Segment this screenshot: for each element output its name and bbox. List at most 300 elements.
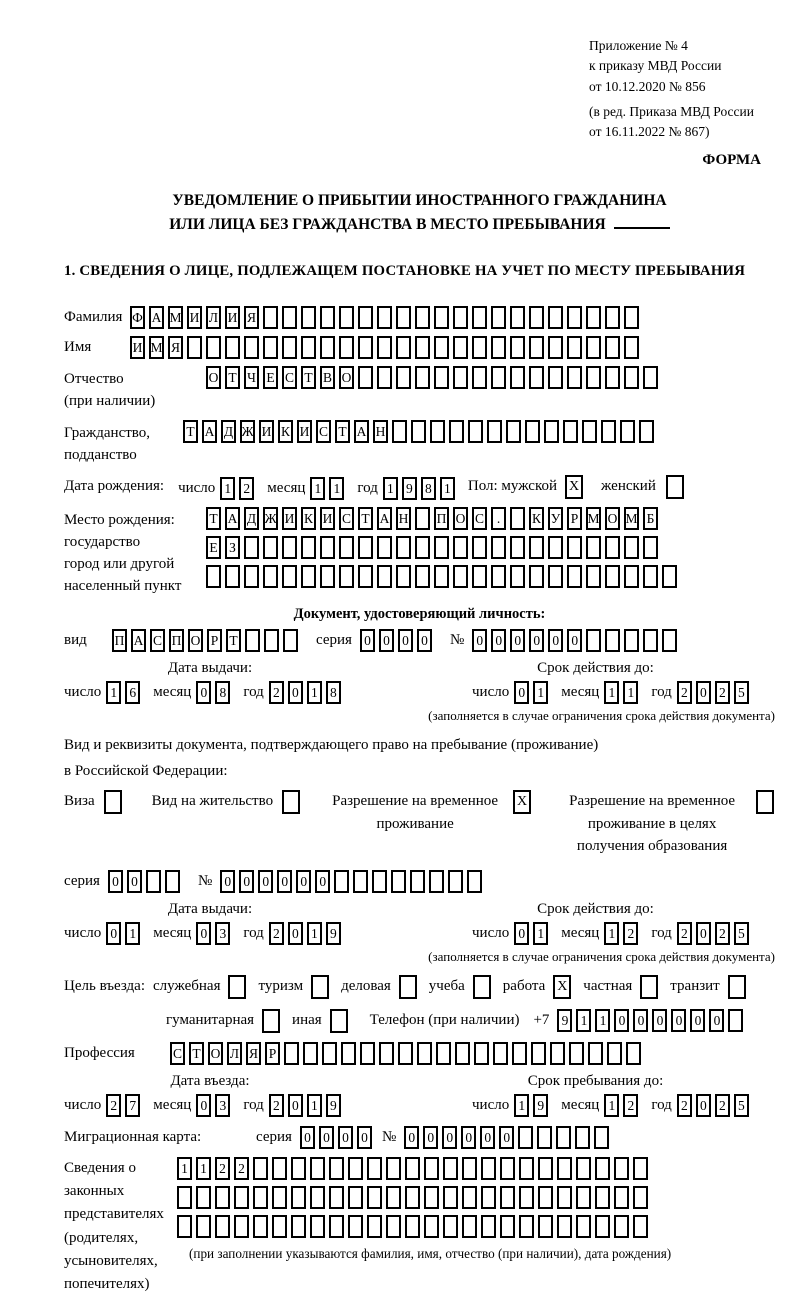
char-cell[interactable]: 0 [277,870,292,893]
char-cell[interactable] [605,565,620,588]
char-cell[interactable]: Т [206,507,221,530]
char-cell[interactable] [633,1215,648,1238]
char-cell[interactable]: 2 [623,922,638,945]
char-cell[interactable] [234,1186,249,1209]
char-cell[interactable] [348,1186,363,1209]
char-cell[interactable] [165,870,180,893]
char-cell[interactable]: 0 [357,1126,372,1149]
char-cell[interactable]: 0 [288,1094,303,1117]
char-cell[interactable] [367,1157,382,1180]
char-cell[interactable] [282,565,297,588]
char-cell[interactable] [614,1186,629,1209]
char-cell[interactable] [301,565,316,588]
char-cell[interactable]: 2 [239,477,254,500]
char-cell[interactable]: 2 [677,922,692,945]
char-cell[interactable]: 1 [220,477,235,500]
char-cell[interactable]: 1 [440,477,455,500]
char-cell[interactable] [548,565,563,588]
purpose-study-checkbox[interactable] [473,975,491,999]
char-cell[interactable] [396,565,411,588]
char-cell[interactable] [474,1042,489,1065]
char-cell[interactable]: 0 [300,1126,315,1149]
char-cell[interactable] [282,306,297,329]
char-cell[interactable] [379,1042,394,1065]
char-cell[interactable]: 0 [196,681,211,704]
char-cell[interactable] [586,336,601,359]
char-cell[interactable]: Я [246,1042,261,1065]
char-cell[interactable] [415,536,430,559]
char-cell[interactable]: Р [567,507,582,530]
char-cell[interactable]: С [339,507,354,530]
char-cell[interactable] [206,336,221,359]
char-cell[interactable] [263,536,278,559]
char-cell[interactable] [575,1126,590,1149]
char-cell[interactable] [436,1042,451,1065]
char-cell[interactable] [424,1215,439,1238]
char-cell[interactable] [472,536,487,559]
char-cell[interactable] [537,1126,552,1149]
char-cell[interactable]: 2 [715,1094,730,1117]
char-cell[interactable] [550,1042,565,1065]
char-cell[interactable]: 0 [220,870,235,893]
char-cell[interactable] [472,336,487,359]
char-cell[interactable] [567,336,582,359]
char-cell[interactable] [512,1042,527,1065]
char-cell[interactable] [291,1186,306,1209]
char-cell[interactable]: А [131,629,146,652]
char-cell[interactable] [358,565,373,588]
char-cell[interactable]: . [491,507,506,530]
char-cell[interactable] [263,306,278,329]
char-cell[interactable] [569,1042,584,1065]
char-cell[interactable]: 0 [239,870,254,893]
char-cell[interactable] [253,1157,268,1180]
char-cell[interactable] [557,1186,572,1209]
char-cell[interactable]: 1 [307,681,322,704]
purpose-humanitarian-checkbox[interactable] [262,1009,280,1033]
char-cell[interactable]: 0 [417,629,432,652]
char-cell[interactable] [415,306,430,329]
char-cell[interactable] [601,420,616,443]
char-cell[interactable] [620,420,635,443]
char-cell[interactable]: 0 [315,870,330,893]
char-cell[interactable]: И [282,507,297,530]
char-cell[interactable]: П [112,629,127,652]
char-cell[interactable] [491,536,506,559]
char-cell[interactable]: Т [335,420,350,443]
char-cell[interactable] [605,366,620,389]
char-cell[interactable]: И [259,420,274,443]
char-cell[interactable] [391,870,406,893]
char-cell[interactable]: 0 [696,922,711,945]
char-cell[interactable] [244,536,259,559]
purpose-private-checkbox[interactable] [640,975,658,999]
char-cell[interactable] [405,1215,420,1238]
char-cell[interactable] [594,1126,609,1149]
char-cell[interactable] [329,1215,344,1238]
char-cell[interactable] [410,870,425,893]
char-cell[interactable]: 0 [296,870,311,893]
char-cell[interactable] [605,629,620,652]
char-cell[interactable]: 9 [402,477,417,500]
char-cell[interactable] [548,306,563,329]
char-cell[interactable] [529,366,544,389]
char-cell[interactable] [462,1215,477,1238]
char-cell[interactable] [491,306,506,329]
char-cell[interactable] [386,1157,401,1180]
char-cell[interactable] [607,1042,622,1065]
char-cell[interactable]: 9 [533,1094,548,1117]
char-cell[interactable] [449,420,464,443]
char-cell[interactable] [633,1186,648,1209]
char-cell[interactable]: 2 [269,1094,284,1117]
char-cell[interactable] [506,420,521,443]
char-cell[interactable] [358,536,373,559]
char-cell[interactable]: А [377,507,392,530]
char-cell[interactable]: 1 [196,1157,211,1180]
char-cell[interactable] [358,366,373,389]
char-cell[interactable] [353,870,368,893]
char-cell[interactable] [417,1042,432,1065]
char-cell[interactable]: С [170,1042,185,1065]
char-cell[interactable] [272,1157,287,1180]
char-cell[interactable]: 1 [125,922,140,945]
char-cell[interactable]: Ф [130,306,145,329]
char-cell[interactable] [633,1157,648,1180]
char-cell[interactable] [372,870,387,893]
char-cell[interactable]: 0 [288,681,303,704]
char-cell[interactable]: 1 [307,1094,322,1117]
char-cell[interactable]: 7 [125,1094,140,1117]
char-cell[interactable] [272,1186,287,1209]
char-cell[interactable]: 1 [623,681,638,704]
char-cell[interactable] [518,1126,533,1149]
char-cell[interactable] [329,1186,344,1209]
char-cell[interactable] [519,1157,534,1180]
char-cell[interactable] [339,565,354,588]
char-cell[interactable] [643,629,658,652]
char-cell[interactable] [386,1186,401,1209]
char-cell[interactable] [244,565,259,588]
char-cell[interactable]: 1 [329,477,344,500]
char-cell[interactable] [614,1215,629,1238]
char-cell[interactable]: С [282,366,297,389]
char-cell[interactable]: Н [373,420,388,443]
char-cell[interactable] [434,536,449,559]
char-cell[interactable]: 2 [715,681,730,704]
char-cell[interactable]: 1 [383,477,398,500]
char-cell[interactable] [538,1215,553,1238]
char-cell[interactable]: О [206,366,221,389]
char-cell[interactable]: 0 [442,1126,457,1149]
char-cell[interactable]: Ж [240,420,255,443]
char-cell[interactable] [392,420,407,443]
char-cell[interactable] [196,1186,211,1209]
char-cell[interactable] [567,366,582,389]
char-cell[interactable] [322,1042,337,1065]
char-cell[interactable]: 0 [404,1126,419,1149]
char-cell[interactable]: 0 [338,1126,353,1149]
char-cell[interactable]: М [168,306,183,329]
char-cell[interactable]: 0 [709,1009,724,1032]
visa-checkbox[interactable] [104,790,122,814]
char-cell[interactable] [624,565,639,588]
char-cell[interactable] [196,1215,211,1238]
char-cell[interactable]: 1 [514,1094,529,1117]
char-cell[interactable] [624,366,639,389]
purpose-other-checkbox[interactable] [330,1009,348,1033]
char-cell[interactable]: 1 [106,681,121,704]
char-cell[interactable] [396,336,411,359]
char-cell[interactable]: Ч [244,366,259,389]
char-cell[interactable] [586,565,601,588]
char-cell[interactable] [206,565,221,588]
char-cell[interactable] [443,1215,458,1238]
char-cell[interactable] [367,1186,382,1209]
char-cell[interactable]: 0 [319,1126,334,1149]
char-cell[interactable] [567,565,582,588]
char-cell[interactable]: 0 [499,1126,514,1149]
char-cell[interactable]: 1 [604,1094,619,1117]
char-cell[interactable] [348,1157,363,1180]
char-cell[interactable]: П [434,507,449,530]
char-cell[interactable] [272,1215,287,1238]
char-cell[interactable] [225,336,240,359]
char-cell[interactable]: О [453,507,468,530]
char-cell[interactable]: 0 [514,681,529,704]
char-cell[interactable]: Т [225,366,240,389]
char-cell[interactable]: И [187,306,202,329]
char-cell[interactable] [320,336,335,359]
char-cell[interactable]: 0 [196,922,211,945]
char-cell[interactable]: О [605,507,620,530]
char-cell[interactable] [529,536,544,559]
char-cell[interactable] [548,536,563,559]
char-cell[interactable] [605,306,620,329]
char-cell[interactable] [377,336,392,359]
char-cell[interactable] [429,870,444,893]
char-cell[interactable] [448,870,463,893]
char-cell[interactable] [434,366,449,389]
char-cell[interactable] [605,336,620,359]
char-cell[interactable]: 1 [177,1157,192,1180]
char-cell[interactable]: 2 [106,1094,121,1117]
char-cell[interactable] [624,536,639,559]
char-cell[interactable] [284,1042,299,1065]
residence-checkbox[interactable] [282,790,300,814]
char-cell[interactable]: 1 [604,922,619,945]
char-cell[interactable] [662,565,677,588]
char-cell[interactable]: 0 [472,629,487,652]
char-cell[interactable]: 2 [677,1094,692,1117]
char-cell[interactable]: И [320,507,335,530]
char-cell[interactable]: Р [207,629,222,652]
char-cell[interactable] [576,1215,591,1238]
char-cell[interactable] [639,420,654,443]
char-cell[interactable]: А [354,420,369,443]
char-cell[interactable]: 5 [734,922,749,945]
char-cell[interactable] [481,1157,496,1180]
char-cell[interactable]: С [150,629,165,652]
char-cell[interactable] [177,1186,192,1209]
char-cell[interactable] [301,306,316,329]
char-cell[interactable] [339,536,354,559]
char-cell[interactable] [491,336,506,359]
char-cell[interactable] [263,565,278,588]
char-cell[interactable] [320,306,335,329]
char-cell[interactable] [310,1157,325,1180]
char-cell[interactable] [595,1215,610,1238]
char-cell[interactable] [510,507,525,530]
char-cell[interactable] [544,420,559,443]
char-cell[interactable] [245,629,260,652]
char-cell[interactable]: 1 [604,681,619,704]
char-cell[interactable] [453,306,468,329]
char-cell[interactable] [576,1157,591,1180]
char-cell[interactable] [643,366,658,389]
char-cell[interactable]: 0 [108,870,123,893]
char-cell[interactable] [462,1186,477,1209]
char-cell[interactable]: Е [263,366,278,389]
char-cell[interactable] [244,336,259,359]
char-cell[interactable]: 0 [480,1126,495,1149]
char-cell[interactable] [234,1215,249,1238]
sex-male-checkbox[interactable]: X [565,475,583,499]
char-cell[interactable] [481,1186,496,1209]
char-cell[interactable] [548,366,563,389]
char-cell[interactable] [519,1186,534,1209]
char-cell[interactable] [624,629,639,652]
char-cell[interactable]: Е [206,536,221,559]
char-cell[interactable] [510,306,525,329]
char-cell[interactable]: З [225,536,240,559]
purpose-tourism-checkbox[interactable] [311,975,329,999]
char-cell[interactable]: Д [221,420,236,443]
char-cell[interactable] [453,565,468,588]
char-cell[interactable] [455,1042,470,1065]
char-cell[interactable] [424,1186,439,1209]
char-cell[interactable]: 0 [379,629,394,652]
char-cell[interactable] [283,629,298,652]
char-cell[interactable] [643,536,658,559]
char-cell[interactable]: К [529,507,544,530]
char-cell[interactable] [462,1157,477,1180]
char-cell[interactable] [472,306,487,329]
char-cell[interactable] [253,1215,268,1238]
char-cell[interactable] [377,565,392,588]
char-cell[interactable] [662,629,677,652]
char-cell[interactable]: 1 [533,922,548,945]
char-cell[interactable] [595,1157,610,1180]
char-cell[interactable]: Т [226,629,241,652]
char-cell[interactable]: 1 [307,922,322,945]
char-cell[interactable] [146,870,161,893]
char-cell[interactable]: 0 [671,1009,686,1032]
char-cell[interactable]: Я [244,306,259,329]
char-cell[interactable] [301,336,316,359]
char-cell[interactable] [415,366,430,389]
char-cell[interactable]: М [149,336,164,359]
char-cell[interactable] [586,306,601,329]
char-cell[interactable]: Т [301,366,316,389]
char-cell[interactable] [341,1042,356,1065]
char-cell[interactable]: И [225,306,240,329]
char-cell[interactable]: 0 [196,1094,211,1117]
char-cell[interactable]: 0 [633,1009,648,1032]
char-cell[interactable] [396,306,411,329]
char-cell[interactable]: 3 [215,922,230,945]
char-cell[interactable] [264,629,279,652]
char-cell[interactable] [396,536,411,559]
char-cell[interactable]: М [624,507,639,530]
char-cell[interactable] [358,336,373,359]
purpose-business-checkbox[interactable] [399,975,417,999]
char-cell[interactable] [595,1186,610,1209]
char-cell[interactable] [626,1042,641,1065]
char-cell[interactable]: 0 [288,922,303,945]
char-cell[interactable]: 0 [690,1009,705,1032]
char-cell[interactable]: 0 [652,1009,667,1032]
char-cell[interactable] [443,1157,458,1180]
char-cell[interactable]: К [301,507,316,530]
char-cell[interactable] [531,1042,546,1065]
char-cell[interactable] [263,336,278,359]
char-cell[interactable] [405,1186,420,1209]
char-cell[interactable]: С [472,507,487,530]
char-cell[interactable] [538,1157,553,1180]
char-cell[interactable] [360,1042,375,1065]
char-cell[interactable] [529,565,544,588]
char-cell[interactable]: У [548,507,563,530]
char-cell[interactable]: 0 [258,870,273,893]
char-cell[interactable] [177,1215,192,1238]
char-cell[interactable]: О [339,366,354,389]
char-cell[interactable]: Б [643,507,658,530]
char-cell[interactable]: 2 [234,1157,249,1180]
char-cell[interactable] [529,306,544,329]
char-cell[interactable] [367,1215,382,1238]
char-cell[interactable] [405,1157,420,1180]
char-cell[interactable] [430,420,445,443]
char-cell[interactable] [557,1215,572,1238]
char-cell[interactable]: 0 [491,629,506,652]
char-cell[interactable] [187,336,202,359]
char-cell[interactable]: 0 [398,629,413,652]
char-cell[interactable] [377,306,392,329]
char-cell[interactable]: 8 [326,681,341,704]
temp-permit-checkbox[interactable]: X [513,790,531,814]
sex-female-checkbox[interactable] [666,475,684,499]
char-cell[interactable] [348,1215,363,1238]
char-cell[interactable]: 2 [715,922,730,945]
char-cell[interactable] [510,336,525,359]
char-cell[interactable] [510,366,525,389]
char-cell[interactable] [434,306,449,329]
char-cell[interactable] [453,536,468,559]
char-cell[interactable] [624,306,639,329]
char-cell[interactable] [491,366,506,389]
char-cell[interactable] [472,565,487,588]
char-cell[interactable]: 0 [567,629,582,652]
char-cell[interactable] [643,565,658,588]
char-cell[interactable]: 2 [215,1157,230,1180]
char-cell[interactable]: 0 [127,870,142,893]
char-cell[interactable]: П [169,629,184,652]
char-cell[interactable] [291,1215,306,1238]
char-cell[interactable]: О [188,629,203,652]
char-cell[interactable] [415,336,430,359]
char-cell[interactable]: С [316,420,331,443]
